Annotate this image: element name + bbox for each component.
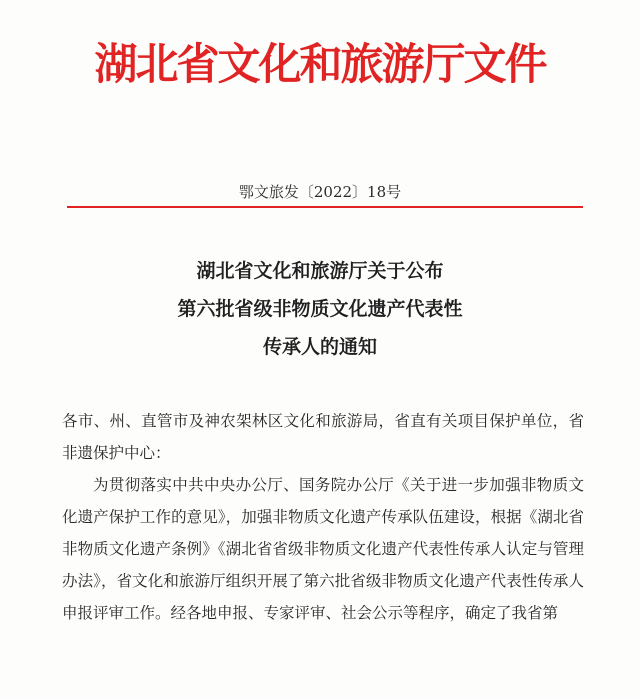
notice-title-line-1: 湖北省文化和旅游厅关于公布 [196,260,444,282]
notice-title-line-2: 第六批省级非物质文化遗产代表性 [177,298,463,320]
red-divider-line [67,206,583,208]
notice-body [62,405,584,629]
notice-title [0,252,640,366]
body-paragraph-1: 为贯彻落实中共中央办公厅、国务院办公厅《关于进一步加强非物质文化遗产保护工作的意见》，加强非物质文化遗产传承队伍建设，根据《湖北省非物质文化遗产条例》《湖北省省级非物质文化遗产代表性传承人认定与管理办法》，省文化和旅游厅组织开展了第六批省级非物质文化遗产代表性传承人申报评审工作。经各地申报、专家评审、社会公示等程序，确定了我省第 [62,476,584,622]
salutation-paragraph: 各市、州、直管市及神农架林区文化和旅游局，省直有关项目保护单位，省非遗保护中心： [62,412,584,462]
document-number: 鄂文旅发〔2022〕18号 [238,183,402,201]
agency-header-title: 湖北省文化和旅游厅文件 [94,40,546,90]
notice-title-line-3: 传承人的通知 [262,336,377,358]
